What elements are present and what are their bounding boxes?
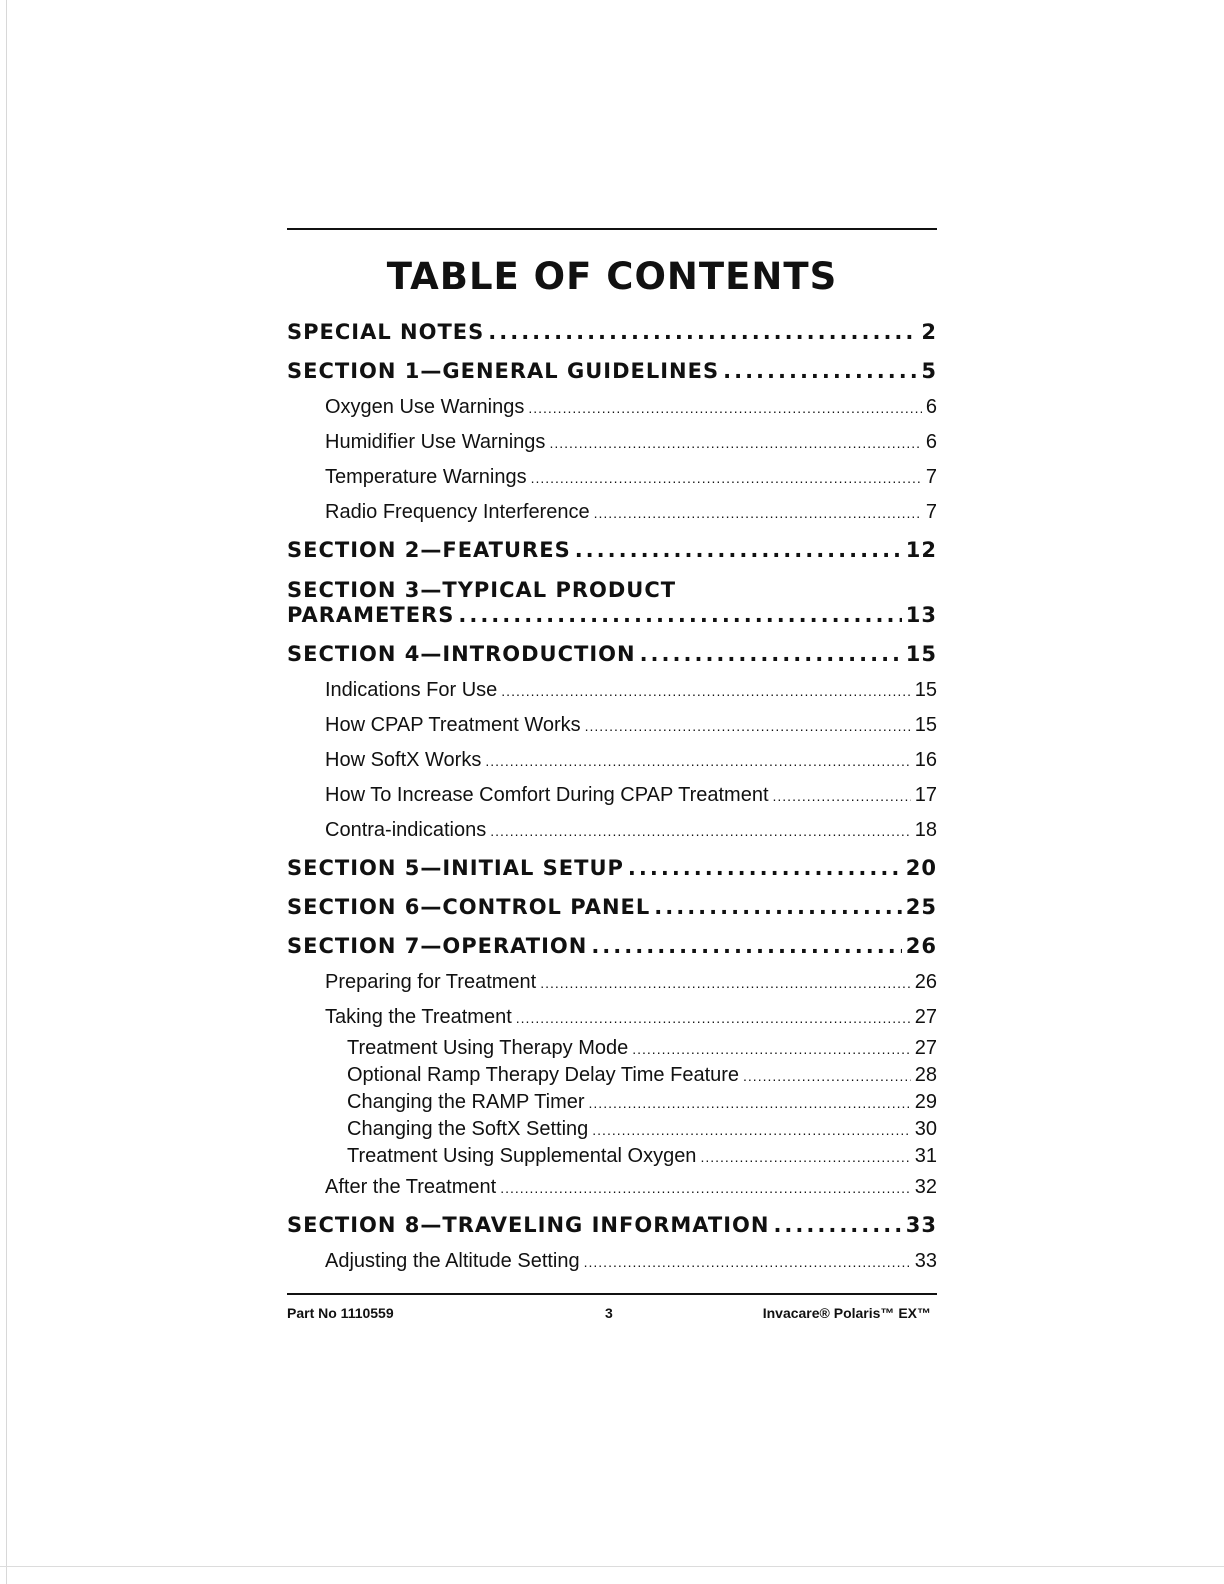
- toc-entry-page-number: 15: [914, 714, 937, 736]
- toc-entry-page-number: 16: [914, 749, 937, 771]
- dot-leader: [585, 714, 911, 737]
- toc-subsection-entry: [287, 390, 937, 425]
- toc-subsection-entry: [287, 1170, 937, 1205]
- toc-entry-page-number: 15: [905, 642, 937, 666]
- toc-subsection-entry: [287, 673, 937, 708]
- toc-entry-label: Temperature Warnings: [325, 466, 527, 488]
- footer-product-name: Invacare® Polaris™ EX™: [762, 1305, 931, 1321]
- toc-subsection-entry: [287, 743, 937, 778]
- dot-leader: [592, 1118, 910, 1141]
- page-title: TABLE OF CONTENTS: [386, 255, 838, 298]
- toc-subsubsection-entry: [287, 1062, 937, 1089]
- toc-entry-label: SPECIAL NOTES: [287, 320, 485, 344]
- dot-leader: [723, 359, 917, 383]
- dot-leader: [549, 431, 921, 454]
- dot-leader: [501, 679, 910, 702]
- dot-leader: [773, 784, 911, 807]
- toc-entry-label: Treatment Using Supplemental Oxygen: [347, 1145, 697, 1167]
- toc-subsubsection-entry: [287, 1035, 937, 1062]
- toc-section-entry: [287, 926, 937, 965]
- dot-leader: [490, 819, 911, 842]
- toc-section-entry: [287, 1205, 937, 1244]
- toc-entry-label: Optional Ramp Therapy Delay Time Feature: [347, 1064, 740, 1086]
- toc-entry-page-number: 7: [925, 501, 937, 523]
- toc-entry-label: SECTION 1—GENERAL GUIDELINES: [287, 359, 720, 383]
- toc-subsection-entry: [287, 708, 937, 743]
- dot-leader: [628, 856, 902, 880]
- toc-section-entry: [287, 530, 937, 569]
- toc-entry-page-number: 13: [905, 603, 937, 627]
- dot-leader: [589, 1091, 911, 1114]
- toc-entry-label: SECTION 7—OPERATION: [287, 934, 588, 958]
- toc-entry-label: Radio Frequency Interference: [325, 501, 590, 523]
- toc-subsubsection-entry: [287, 1089, 937, 1116]
- toc-entry-page-number: 28: [914, 1064, 937, 1086]
- toc-entry-page-number: 6: [925, 431, 937, 453]
- toc-subsection-entry: [287, 1000, 937, 1035]
- toc-subsubsection-entry: [287, 1116, 937, 1143]
- toc-section-entry: [287, 312, 937, 351]
- scan-bottom-line: [0, 1566, 1224, 1567]
- toc-entry-label: How CPAP Treatment Works: [325, 714, 581, 736]
- toc-entry-page-number: 26: [914, 971, 937, 993]
- dot-leader: [591, 934, 901, 958]
- toc-entry-label: Changing the SoftX Setting: [347, 1118, 589, 1140]
- toc-entry-wrap-line: SECTION 3—TYPICAL PRODUCT: [287, 578, 677, 602]
- toc-entry-page-number: 17: [914, 784, 937, 806]
- toc-section-entry: [287, 887, 937, 926]
- toc-entry-label: Treatment Using Therapy Mode: [347, 1037, 629, 1059]
- toc-subsection-entry: [287, 965, 937, 1000]
- toc-entry-page-number: 18: [914, 819, 937, 841]
- toc-entry-page-number: 26: [905, 934, 937, 958]
- dot-leader: [640, 642, 902, 666]
- dot-leader: [531, 466, 922, 489]
- toc-entry-page-number: 27: [914, 1006, 937, 1028]
- toc-subsection-entry: [287, 495, 937, 530]
- toc-entry-page-number: 33: [905, 1213, 937, 1237]
- top-rule: [287, 228, 937, 230]
- toc-entry-label: Adjusting the Altitude Setting: [325, 1250, 580, 1272]
- dot-leader: [654, 895, 902, 919]
- dot-leader: [458, 603, 901, 627]
- toc-subsection-entry: [287, 425, 937, 460]
- toc-entry-page-number: 15: [914, 679, 937, 701]
- toc-section-entry: [287, 848, 937, 887]
- toc-list: [287, 312, 937, 1279]
- dot-leader: [594, 501, 922, 524]
- toc-entry-label: SECTION 2—FEATURES: [287, 538, 571, 562]
- toc-entry-label: After the Treatment: [325, 1176, 497, 1198]
- toc-entry-page-number: 30: [914, 1118, 937, 1140]
- toc-entry-label: Changing the RAMP Timer: [347, 1091, 585, 1113]
- toc-entry-label: Taking the Treatment: [325, 1006, 512, 1028]
- toc-subsection-entry: [287, 460, 937, 495]
- footer-part-number: Part No 1110559: [287, 1305, 394, 1321]
- dot-leader: [773, 1213, 901, 1237]
- toc-section-entry: [287, 603, 937, 634]
- toc-entry-page-number: 2: [921, 320, 937, 344]
- bottom-rule: [287, 1293, 937, 1295]
- toc-entry-label: Preparing for Treatment: [325, 971, 537, 993]
- dot-leader: [743, 1064, 911, 1087]
- dot-leader: [584, 1250, 911, 1273]
- toc-subsubsection-entry: [287, 1143, 937, 1170]
- dot-leader: [575, 538, 902, 562]
- toc-entry-label: SECTION 6—CONTROL PANEL: [287, 895, 651, 919]
- toc-subsection-entry: [287, 813, 937, 848]
- toc-entry-page-number: 31: [914, 1145, 937, 1167]
- toc-entry-page-number: 6: [925, 396, 937, 418]
- toc-entry-label: Oxygen Use Warnings: [325, 396, 525, 418]
- toc-section-entry: [287, 634, 937, 673]
- toc-entry-page-number: 5: [921, 359, 937, 383]
- toc-subsection-entry: [287, 1244, 937, 1279]
- toc-entry-page-number: 12: [905, 538, 937, 562]
- toc-entry-page-number: 33: [914, 1250, 937, 1272]
- toc-entry-label: PARAMETERS: [287, 603, 455, 627]
- page-footer: [287, 1305, 937, 1321]
- footer-page-number: 3: [605, 1305, 613, 1321]
- toc-entry-label: Humidifier Use Warnings: [325, 431, 546, 453]
- dot-leader: [632, 1037, 911, 1060]
- dot-leader: [488, 320, 917, 344]
- toc-entry-label: Contra-indications: [325, 819, 487, 841]
- toc-section-entry: [287, 351, 937, 390]
- document-page: [287, 228, 937, 1321]
- toc-entry-label: How To Increase Comfort During CPAP Treatment: [325, 784, 769, 806]
- toc-entry-page-number: 7: [925, 466, 937, 488]
- toc-entry-page-number: 29: [914, 1091, 937, 1113]
- toc-entry-page-number: 25: [905, 895, 937, 919]
- dot-leader: [500, 1176, 911, 1199]
- dot-leader: [700, 1145, 910, 1168]
- dot-leader: [528, 396, 922, 419]
- dot-leader: [485, 749, 910, 772]
- dot-leader: [540, 971, 911, 994]
- toc-subsection-entry: [287, 778, 937, 813]
- toc-entry-page-number: 32: [914, 1176, 937, 1198]
- toc-entry-label: SECTION 4—INTRODUCTION: [287, 642, 636, 666]
- toc-entry-page-number: 20: [905, 856, 937, 880]
- toc-entry-label: Indications For Use: [325, 679, 498, 701]
- scan-edge-line: [6, 0, 7, 1584]
- toc-entry-page-number: 27: [914, 1037, 937, 1059]
- toc-entry-label: How SoftX Works: [325, 749, 482, 771]
- dot-leader: [516, 1006, 911, 1029]
- toc-entry-label: SECTION 5—INITIAL SETUP: [287, 856, 624, 880]
- toc-entry-label: SECTION 8—TRAVELING INFORMATION: [287, 1213, 770, 1237]
